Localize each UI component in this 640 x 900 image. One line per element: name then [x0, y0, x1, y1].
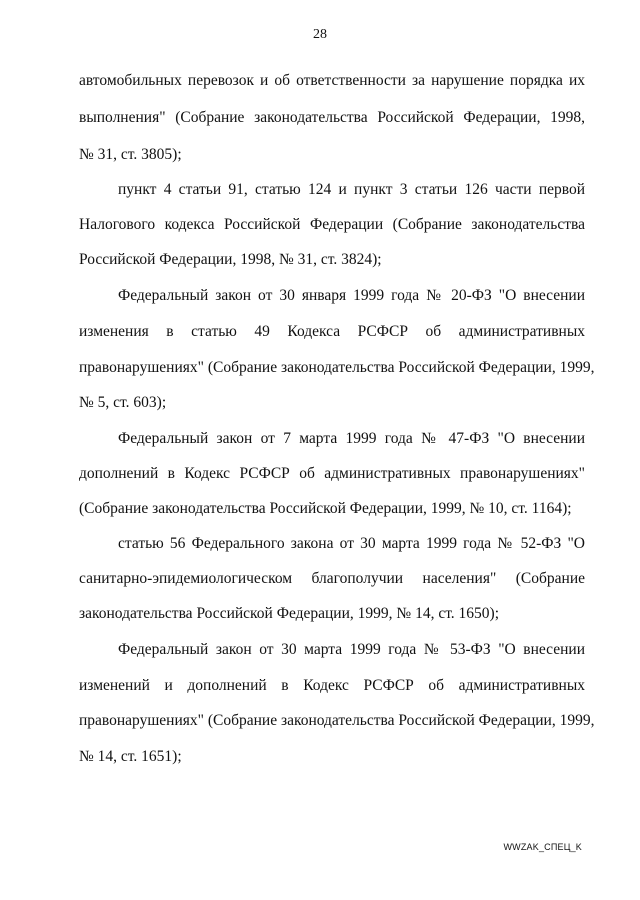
text-line: № 31, ст. 3805);	[79, 146, 182, 163]
text-line: санитарно-эпидемиологическом благополучии населения" (Собрание	[79, 570, 585, 587]
text-line: правонарушениях" (Собрание законодательства Российской Федерации, 1999,	[79, 359, 595, 376]
text-line: Федеральный закон от 7 марта 1999 года № 47-ФЗ "О внесении	[118, 430, 585, 447]
text-line: № 14, ст. 1651);	[79, 748, 182, 765]
text-line: № 5, ст. 603);	[79, 394, 167, 411]
text-line: Российской Федерации, 1998, № 31, ст. 3824);	[79, 251, 382, 268]
text-line: дополнений в Кодекс РСФСР об административных правонарушениях"	[79, 465, 585, 482]
page-number: 28	[313, 27, 327, 42]
text-line: пункт 4 статьи 91, статью 124 и пункт 3 статьи 126 части первой	[118, 181, 585, 198]
text-line: (Собрание законодательства Российской Федерации, 1999, № 10, ст. 1164);	[79, 500, 572, 517]
text-line: изменений и дополнений в Кодекс РСФСР об административных	[79, 677, 585, 694]
text-line: Федеральный закон от 30 марта 1999 года № 53-ФЗ "О внесении	[118, 641, 585, 658]
text-line: выполнения" (Собрание законодательства Российской Федерации, 1998,	[79, 109, 585, 126]
text-line: Федеральный закон от 30 января 1999 года № 20-ФЗ "О внесении	[118, 287, 585, 304]
text-line: автомобильных перевозок и об ответственности за нарушение порядка их	[79, 72, 585, 89]
footer-document-code: WWZAK_СПЕЦ_K	[503, 842, 582, 852]
text-line: Налогового кодекса Российской Федерации (Собрание законодательства	[79, 216, 585, 233]
text-line: статью 56 Федерального закона от 30 марта 1999 года № 52-ФЗ "О	[118, 535, 585, 552]
text-line: правонарушениях" (Собрание законодательства Российской Федерации, 1999,	[79, 712, 595, 729]
text-line: изменения в статью 49 Кодекса РСФСР об административных	[79, 323, 585, 340]
text-line: законодательства Российской Федерации, 1999, № 14, ст. 1650);	[79, 605, 500, 622]
